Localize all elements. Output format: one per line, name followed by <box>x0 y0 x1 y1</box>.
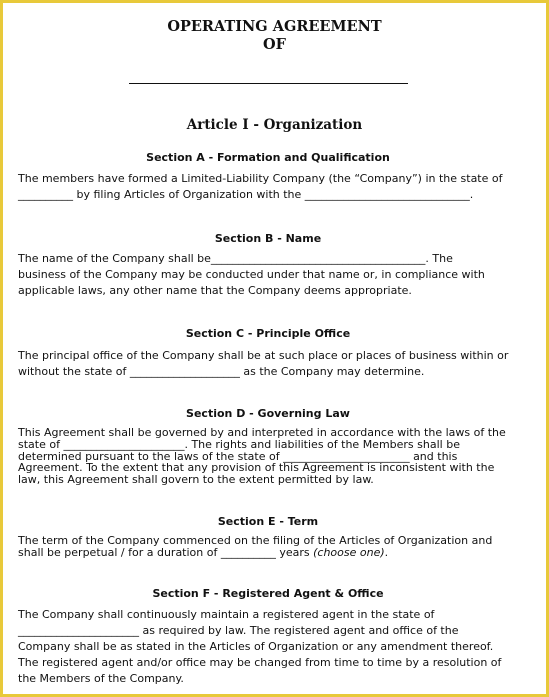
section-b-paragraph <box>18 251 518 299</box>
section-a-heading: Section A - Formation and Qualification <box>146 151 390 164</box>
paragraph-line <box>18 547 518 559</box>
term-text: shall be perpetual / for a duration of __________ years <box>18 545 314 559</box>
paragraph-line: Agreement. To the extent that any provision of this Agreement is inconsistent with the <box>18 461 495 475</box>
paragraph-line: The principal office of the Company shall be at such place or places of business within or <box>18 349 509 362</box>
paragraph-line: without the state of ____________________ as the Company may determine. <box>18 365 425 378</box>
paragraph-line: The registered agent and/or office may be changed from time to time by a resolution of <box>18 656 502 669</box>
paragraph-line: the Members of the Company. <box>18 672 184 685</box>
document-title-of: OF <box>263 36 286 53</box>
paragraph-line: Company shall be as stated in the Articles of Organization or any amendment thereof. <box>18 640 494 653</box>
paragraph-line: The term of the Company commenced on the filing of the Articles of Organization and <box>18 534 493 547</box>
section-d-heading: Section D - Governing Law <box>186 407 350 420</box>
paragraph-line: determined pursuant to the laws of the state of _______________________ and this <box>18 449 458 463</box>
section-a-paragraph <box>18 171 518 203</box>
section-e-paragraph <box>18 535 518 559</box>
section-f-heading: Section F - Registered Agent & Office <box>152 587 384 600</box>
paragraph-line: law, this Agreement shall govern to the extent permitted by law. <box>18 473 374 487</box>
document-title: OPERATING AGREEMENT <box>167 18 382 35</box>
section-b-heading: Section B - Name <box>214 232 322 245</box>
section-c-heading: Section C - Principle Office <box>185 327 351 340</box>
paragraph-line: The Company shall continuously maintain a registered agent in the state of <box>18 608 435 621</box>
term-period: . <box>384 545 389 559</box>
paragraph-line: The members have formed a Limited-Liability Company (the “Company”) in the state of <box>18 172 503 185</box>
paragraph-line: business of the Company may be conducted under that name or, in compliance with <box>18 268 485 281</box>
paragraph-line: applicable laws, any other name that the Company deems appropriate. <box>18 284 412 297</box>
paragraph-line: __________ by filing Articles of Organization with the ______________________________. <box>18 188 474 201</box>
section-d-paragraph <box>18 427 518 486</box>
section-e-heading: Section E - Term <box>217 515 319 528</box>
article-heading: Article I - Organization <box>186 117 363 133</box>
paragraph-line: ______________________ as required by law. The registered agent and office of the <box>18 624 459 637</box>
section-c-paragraph <box>18 348 518 380</box>
paragraph-line: The name of the Company shall be_______________________________________. The <box>18 252 453 265</box>
paragraph-line: state of ______________________. The rights and liabilities of the Members shall be <box>18 437 460 451</box>
document-page <box>3 3 546 694</box>
choose-one-note: (choose one) <box>313 545 385 559</box>
company-name-blank-line <box>129 83 408 84</box>
paragraph-line: This Agreement shall be governed by and interpreted in accordance with the laws of the <box>18 426 506 439</box>
section-f-paragraph <box>18 607 518 687</box>
